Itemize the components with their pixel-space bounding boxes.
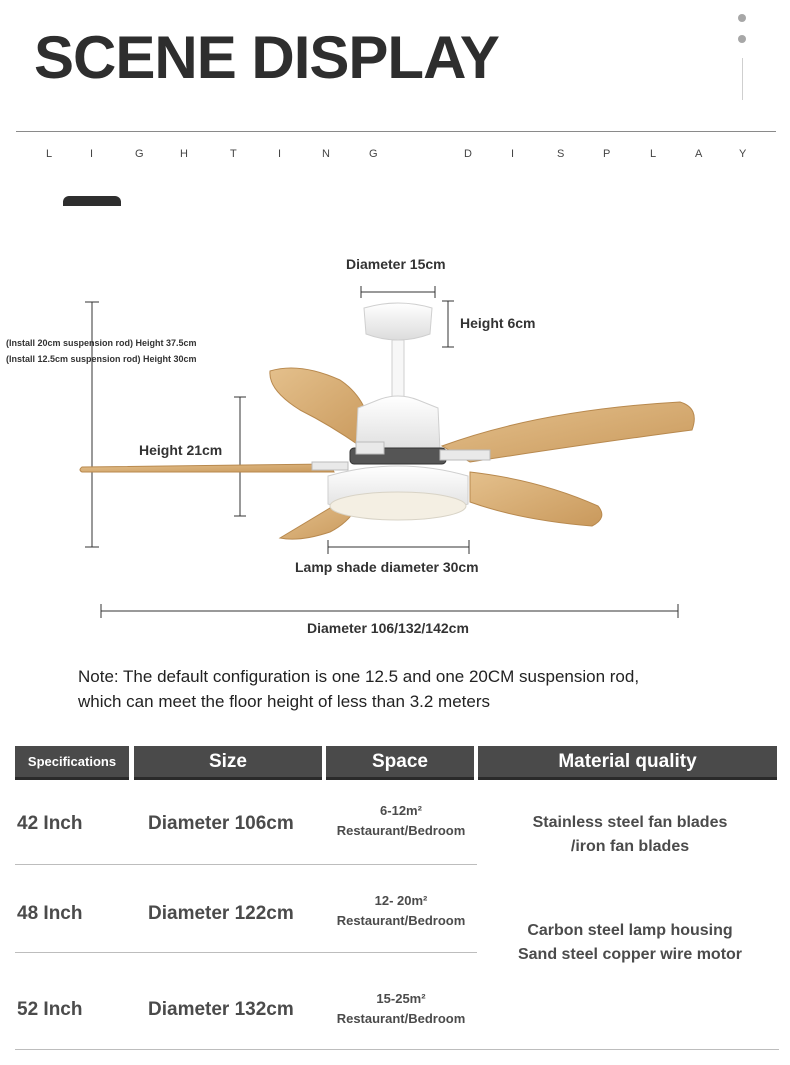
- note-line: Note: The default configuration is one 12.5 and one 20CM suspension rod,: [78, 667, 640, 686]
- ceiling-fan-diagram: [0, 240, 790, 660]
- divider: [16, 131, 776, 132]
- subtitle-letter: D: [464, 148, 472, 160]
- label-body-height: Height 21cm: [139, 442, 223, 458]
- subtitle-letter: I: [278, 148, 282, 160]
- header-material: Material quality: [478, 746, 777, 780]
- material-line: /iron fan blades: [570, 838, 690, 855]
- material-line: Sand steel copper wire motor: [517, 946, 743, 963]
- row-inch: 52 Inch: [17, 999, 83, 1020]
- subtitle-letter: Y: [739, 148, 747, 160]
- decor-dot: [738, 14, 746, 22]
- material-housing: [480, 919, 780, 967]
- row-space-area: 6-12m²: [380, 803, 422, 818]
- decor-dot: [738, 35, 746, 43]
- page-title: SCENE DISPLAY: [34, 24, 499, 91]
- subtitle-letter: S: [557, 148, 565, 160]
- label-lamp-shade: Lamp shade diameter 30cm: [295, 559, 479, 575]
- header-size: Size: [134, 746, 322, 780]
- subtitle-letter: I: [511, 148, 515, 160]
- header-space: Space: [326, 746, 474, 780]
- label-install-20cm: (Install 20cm suspension rod) Height 37.5cm: [6, 338, 197, 348]
- subtitle-letter: G: [369, 148, 378, 160]
- subtitle-letter: L: [650, 148, 657, 160]
- label-install-12-5cm: (Install 12.5cm suspension rod) Height 30cm: [6, 354, 197, 364]
- row-space: [325, 891, 477, 931]
- config-note: [78, 664, 768, 714]
- row-divider: [15, 864, 477, 865]
- subtitle-letter: P: [603, 148, 611, 160]
- row-space-use: Restaurant/Bedroom: [336, 913, 466, 928]
- row-space-area: 12- 20m²: [374, 893, 428, 908]
- row-inch: 48 Inch: [17, 903, 83, 924]
- row-space-use: Restaurant/Bedroom: [336, 1011, 466, 1026]
- header-specifications: Specifications: [15, 746, 129, 780]
- label-canopy-height: Height 6cm: [460, 315, 536, 331]
- subtitle-letter: G: [135, 148, 144, 160]
- row-space-use: Restaurant/Bedroom: [336, 823, 466, 838]
- subtitle-letter: N: [322, 148, 330, 160]
- subtitle-letter: H: [180, 148, 188, 160]
- decor-line: [742, 58, 743, 100]
- row-size: Diameter 106cm: [148, 813, 294, 834]
- row-size: Diameter 122cm: [148, 903, 294, 924]
- row-space-area: 15-25m²: [376, 991, 426, 1006]
- row-space: [325, 989, 477, 1029]
- table-bottom-line: [15, 1049, 779, 1050]
- subtitle-letter: T: [230, 148, 237, 160]
- row-divider: [15, 952, 477, 953]
- material-blades: [480, 811, 780, 859]
- note-line: which can meet the floor height of less than 3.2 meters: [78, 692, 491, 711]
- subtitle-letter: A: [695, 148, 703, 160]
- material-line: Carbon steel lamp housing: [527, 922, 733, 939]
- label-canopy-diameter: Diameter 15cm: [346, 256, 446, 272]
- row-size: Diameter 132cm: [148, 999, 294, 1020]
- subtitle-letter: I: [90, 148, 94, 160]
- row-inch: 42 Inch: [17, 813, 83, 834]
- section-tab: [63, 196, 121, 206]
- subtitle-letter: L: [46, 148, 53, 160]
- material-line: Stainless steel fan blades: [532, 814, 728, 831]
- label-overall-diameter: Diameter 106/132/142cm: [307, 620, 469, 636]
- row-space: [325, 801, 477, 841]
